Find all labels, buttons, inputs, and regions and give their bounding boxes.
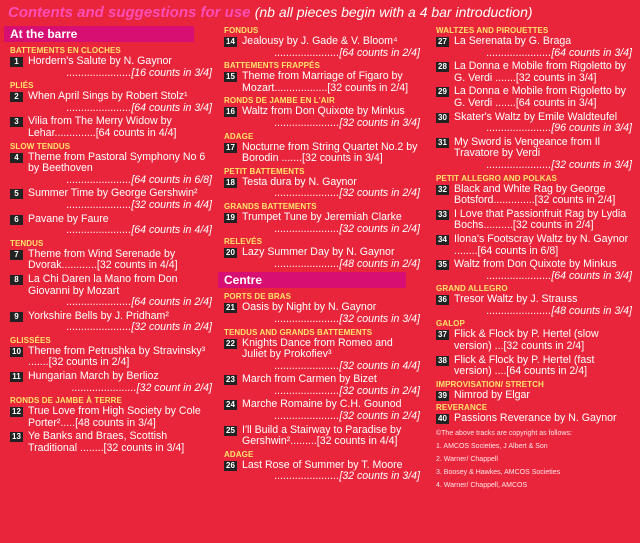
track-number-badge: 35 <box>436 260 449 270</box>
copyright-line: 1. AMCOS Societies, J Albert & Son <box>436 443 548 451</box>
track-item <box>10 406 212 429</box>
track-counts: ......................[32 counts in 2/4] <box>66 321 212 334</box>
track-item <box>224 212 420 235</box>
track-number-badge: 37 <box>436 330 449 340</box>
track-counts: ......................[48 counts in 2/4] <box>274 257 420 270</box>
track-title: Trumpet Tune by Jeremiah Clarke <box>242 210 402 223</box>
section-heading: PLIÉS <box>10 81 34 91</box>
track-title: Hungarian March by Berlioz <box>28 370 159 383</box>
track-item <box>436 355 632 378</box>
track-number-badge: 27 <box>436 37 449 47</box>
track-number-badge: 17 <box>224 143 237 153</box>
track-item <box>436 209 632 232</box>
section-heading: ADAGE <box>224 449 254 459</box>
track-item <box>10 91 212 114</box>
track-item <box>10 371 212 394</box>
track-number-badge: 31 <box>436 138 449 148</box>
track-item <box>436 137 632 172</box>
track-title: Marche Romaine by C.H. Gounod <box>242 398 402 411</box>
section-heading: ADAGE <box>224 131 254 141</box>
track-title: Waltz from Don Quixote by Minkus <box>454 258 617 271</box>
track-title: Vilia from The Merry Widow by Lehar..............[64 counts in 4/4] <box>28 115 177 139</box>
track-counts: ......................[32 counts in 3/4] <box>274 312 420 325</box>
track-number-badge: 32 <box>436 185 449 195</box>
track-counts: ......................[32 counts in 2/4] <box>274 222 420 235</box>
track-counts: ......................[16 counts in 3/4] <box>66 66 212 79</box>
track-title: Theme from Marriage of Figaro by Mozart..................[32 counts in 2/4] <box>242 70 409 94</box>
copyright-line: 4. Warner/ Chappell, AMCOS <box>436 482 528 490</box>
track-item <box>436 329 632 352</box>
track-title: La Chi Daren la Mano from Don Giovanni by Mozart <box>28 272 178 297</box>
section-heading: RONDS DE JAMBE À TERRE <box>10 396 122 406</box>
track-title: Black and White Rag by George Botsford..............[32 counts in 2/4] <box>454 182 616 207</box>
track-title: La Donna e Mobile from Rigoletto by G. Verdi .......[64 counts in 3/4] <box>454 85 626 109</box>
track-number-badge: 19 <box>224 213 237 223</box>
track-title: I Love that Passionfruit Rag by Lydia Bochs..........[32 counts in 2/4] <box>454 207 627 232</box>
track-item <box>436 61 632 84</box>
track-title: Oasis by Night by N. Gaynor <box>242 301 377 314</box>
copyright-line: 3. Boosey & Hawkes, AMCOS Societies <box>436 469 561 477</box>
track-item <box>224 460 420 483</box>
track-item <box>436 184 632 207</box>
track-number-badge: 15 <box>224 72 237 82</box>
track-number-badge: 23 <box>224 375 237 385</box>
track-counts: ......................[32 counts in 4/4] <box>66 198 212 211</box>
track-title: Waltz from Don Quixote by Minkus <box>242 105 405 118</box>
track-title: Ilona's Footscray Waltz by N. Gaynor ........[64 counts in 6/8] <box>454 232 629 257</box>
track-counts: ......................[32 counts in 3/4] <box>486 158 632 171</box>
track-number-badge: 22 <box>224 339 237 349</box>
track-counts: ......................[32 counts in 3/4] <box>274 470 420 483</box>
section-heading: PETIT BATTEMENTS <box>224 166 305 176</box>
track-item <box>10 274 212 309</box>
track-number-badge: 30 <box>436 113 449 123</box>
track-item <box>224 36 420 59</box>
track-number-badge: 2 <box>10 92 23 102</box>
section-heading: GRAND ALLEGRO <box>436 284 508 294</box>
track-title: Ye Banks and Braes, Scottish Traditional ........[32 counts in 3/4] <box>28 430 185 455</box>
section-heading: TENDUS <box>10 238 44 248</box>
track-counts: ......................[32 counts in 3/4] <box>274 116 420 129</box>
track-item <box>224 425 420 448</box>
section-bar: At the barre <box>4 26 194 42</box>
track-counts: ......................[32 counts in 4/4] <box>274 359 420 372</box>
section-bar: Centre <box>218 272 406 288</box>
track-counts: ......................[96 counts in 3/4] <box>486 122 632 135</box>
track-item <box>10 56 212 79</box>
track-title: Testa dura by N. Gaynor <box>242 175 357 188</box>
track-number-badge: 5 <box>10 189 23 199</box>
track-title: Theme from Wind Serenade by Dvorak............[32 counts in 4/4] <box>28 247 178 272</box>
track-item <box>10 431 212 454</box>
track-number-badge: 40 <box>436 414 449 424</box>
column-3 <box>436 24 632 490</box>
track-item <box>224 142 420 165</box>
track-item <box>10 152 212 187</box>
track-number-badge: 3 <box>10 117 23 127</box>
section-heading: PORTS DE BRAS <box>224 292 292 302</box>
page-title <box>8 4 636 21</box>
track-title: Lazy Summer Day by N. Gaynor <box>242 246 395 259</box>
track-counts: ......................[48 counts in 3/4] <box>486 304 632 317</box>
track-title: Last Rose of Summer by T. Moore <box>242 458 403 471</box>
track-counts: ......................[64 counts in 3/4] <box>486 46 632 59</box>
track-counts: ......................[64 counts in 3/4] <box>66 101 212 114</box>
section-heading: WALTZES AND PIROUETTES <box>436 26 549 35</box>
track-number-badge: 7 <box>10 250 23 260</box>
track-counts: ......................[32 count in 2/4] <box>71 381 212 394</box>
track-item <box>10 116 212 139</box>
section-heading: GALOP <box>436 319 465 329</box>
track-number-badge: 24 <box>224 400 237 410</box>
section-heading: BATTEMENTS EN CLOCHES <box>10 46 121 55</box>
track-counts: ......................[64 counts in 3/4] <box>486 269 632 282</box>
track-item <box>436 390 632 402</box>
section-heading: REVERANCE <box>436 403 488 413</box>
track-item <box>436 86 632 109</box>
track-title: Passions Reverance by N. Gaynor <box>454 412 617 425</box>
track-counts: ......................[64 counts in 2/4] <box>274 46 420 59</box>
track-item <box>436 234 632 257</box>
track-item <box>224 71 420 94</box>
track-number-badge: 1 <box>10 57 23 67</box>
track-title: Nimrod by Elgar <box>454 388 530 401</box>
section-heading: GRANDS BATTEMENTS <box>224 201 317 211</box>
track-number-badge: 9 <box>10 312 23 322</box>
track-item <box>436 413 632 425</box>
section-heading: PETIT ALLEGRO AND POLKAS <box>436 173 557 183</box>
track-number-badge: 18 <box>224 178 237 188</box>
track-number-badge: 26 <box>224 461 237 471</box>
track-item <box>224 374 420 397</box>
track-number-badge: 16 <box>224 107 237 117</box>
track-title: La Donna e Mobile from Rigoletto by G. Verdi .......[32 counts in 3/4] <box>454 60 626 84</box>
track-counts: ......................[64 counts in 4/4] <box>66 224 212 237</box>
track-title: Yorkshire Bells by J. Pridham² <box>28 309 169 322</box>
track-title: Summer Time by George Gershwin² <box>28 187 198 200</box>
section-heading: TENDUS AND GRANDS BATTEMENTS <box>224 327 373 337</box>
section-heading: IMPROVISATION/ STRETCH <box>436 379 544 389</box>
copyright-line: 2. Warner/ Chappell <box>436 456 498 464</box>
title-note: (nb all pieces begin with a 4 bar introduction) <box>254 4 533 20</box>
track-title: Skater's Waltz by Emile Waldteufel <box>454 110 618 123</box>
track-title: Knights Dance from Romeo and Juliet by Prokofiev³ <box>242 336 393 361</box>
track-title: Hordern's Salute by N. Gaynor <box>28 55 172 67</box>
track-item <box>10 188 212 211</box>
section-heading: RONDS DE JAMBE EN L'AIR <box>224 96 335 106</box>
track-number-badge: 21 <box>224 303 237 313</box>
column-1 <box>10 24 212 457</box>
track-item <box>10 214 212 237</box>
track-number-badge: 10 <box>10 347 23 357</box>
track-number-badge: 8 <box>10 275 23 285</box>
track-number-badge: 20 <box>224 248 237 258</box>
track-item <box>224 399 420 422</box>
track-title: True Love from High Society by Cole Porter².....[48 counts in 3/4] <box>28 405 201 429</box>
track-counts: ......................[64 counts in 6/8] <box>66 173 212 186</box>
track-number-badge: 38 <box>436 356 449 366</box>
track-item <box>436 112 632 135</box>
track-counts: ......................[32 counts in 2/4] <box>274 384 420 397</box>
track-number-badge: 4 <box>10 153 23 163</box>
track-number-badge: 25 <box>224 426 237 436</box>
track-number-badge: 36 <box>436 295 449 305</box>
track-title: Jealousy by J. Gade & V. Bloom⁴ <box>242 35 398 47</box>
title-main: Contents and suggestions for use <box>8 4 251 21</box>
track-number-badge: 33 <box>436 210 449 220</box>
track-number-badge: 6 <box>10 215 23 225</box>
track-number-badge: 11 <box>10 372 23 382</box>
track-number-badge: 34 <box>436 235 449 245</box>
track-number-badge: 29 <box>436 87 449 97</box>
track-item <box>436 259 632 282</box>
track-number-badge: 39 <box>436 391 449 401</box>
track-item <box>224 177 420 200</box>
track-title: My Sword is Vengeance from Il Travatore by Verdi <box>454 135 601 160</box>
track-item <box>10 346 212 369</box>
track-item <box>10 311 212 334</box>
track-counts: ......................[64 counts in 2/4] <box>66 296 212 309</box>
column-2 <box>224 24 420 485</box>
track-title: La Serenata by G. Braga <box>454 35 572 47</box>
track-number-badge: 13 <box>10 432 23 442</box>
track-item <box>436 36 632 59</box>
track-title: Flick & Flock by P. Hertel (fast version) ....[64 counts in 2/4] <box>454 353 595 378</box>
track-number-badge: 12 <box>10 407 23 417</box>
track-item <box>224 302 420 325</box>
track-title: Flick & Flock by P. Hertel (slow version) ...[32 counts in 2/4] <box>454 328 599 353</box>
copyright-line: ©The above tracks are copyright as follows: <box>436 430 572 438</box>
track-item <box>224 106 420 129</box>
section-heading: GLISSÉES <box>10 335 51 345</box>
track-number-badge: 28 <box>436 62 449 72</box>
track-title: Pavane by Faure <box>28 212 109 225</box>
track-item <box>436 294 632 317</box>
section-heading: FONDUS <box>224 26 259 35</box>
track-item <box>224 247 420 270</box>
track-counts: ......................[32 counts in 2/4] <box>274 410 420 423</box>
track-item <box>224 338 420 373</box>
section-heading: RELEVÉS <box>224 237 263 247</box>
track-title: Theme from Petrushka by Stravinsky³ .......[32 counts in 2/4] <box>28 344 206 369</box>
track-title: March from Carmen by Bizet <box>242 373 377 386</box>
track-title: Theme from Pastoral Symphony No 6 by Beethoven <box>28 150 206 175</box>
track-title: I'll Build a Stairway to Paradise by Gershwin².........[32 counts in 4/4] <box>242 423 402 448</box>
track-item <box>10 249 212 272</box>
track-title: When April Sings by Robert Stolz¹ <box>28 90 188 103</box>
track-title: Nocturne from String Quartet No.2 by Borodin .......[32 counts in 3/4] <box>242 140 418 165</box>
track-counts: ......................[32 counts in 2/4] <box>274 187 420 200</box>
track-title: Tresor Waltz by J. Strauss <box>454 293 578 306</box>
section-heading: BATTEMENTS FRAPPÉS <box>224 61 320 71</box>
section-heading: SLOW TENDUS <box>10 141 71 151</box>
track-number-badge: 14 <box>224 37 237 47</box>
